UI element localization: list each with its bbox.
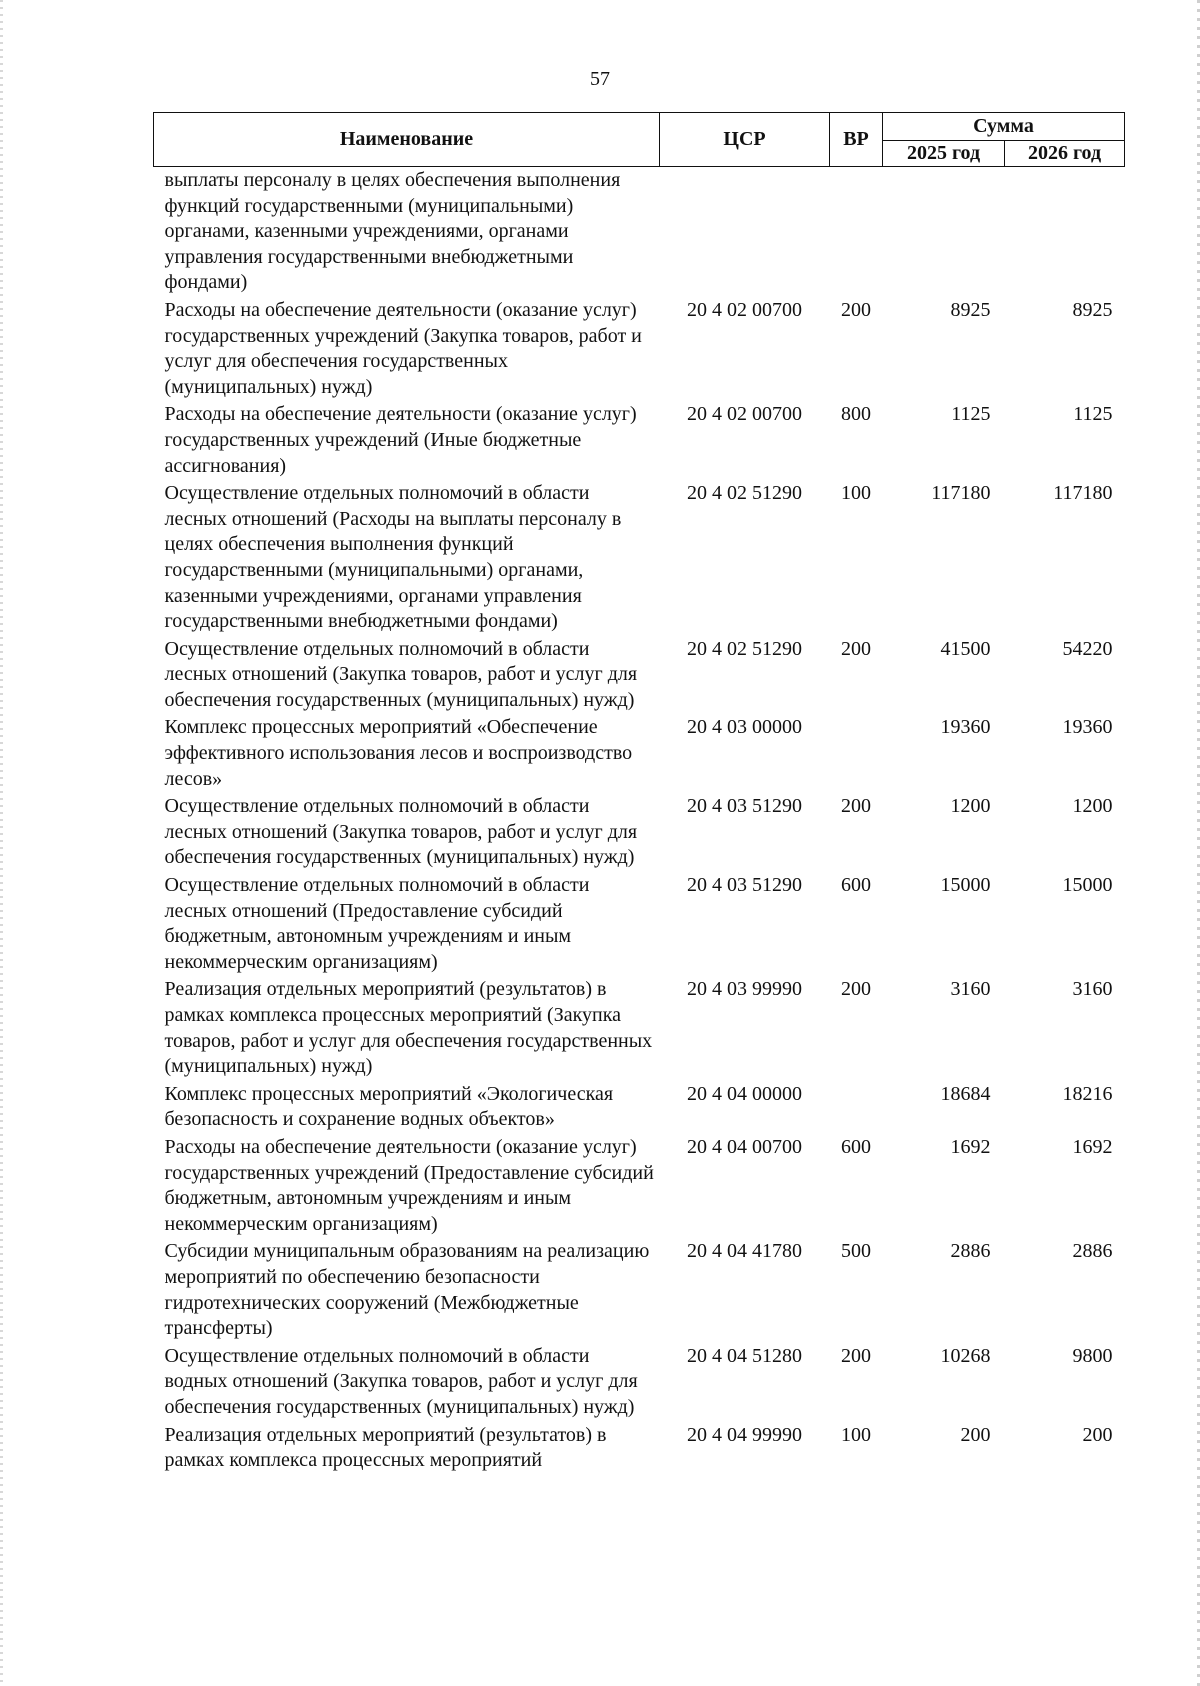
row-vr-cell: 800 [841,403,871,426]
row-csr-cell: 20 4 03 51290 [687,795,802,818]
row-name-cell: Субсидии муниципальным образованиям на реализацию мероприятий по обеспечению безопасности гидротехнических сооружений (Межбюджетные трансферты) [164,1240,650,1340]
table-row [154,1422,1125,1475]
row-vr-cell: 200 [841,795,871,818]
row-sum-2025-cell: 19360 [940,716,991,739]
row-name-cell: Расходы на обеспечение деятельности (оказание услуг) государственных учреждений (Закупка товаров, работ и услуг для обеспечения государственных (муниципальных) нужд) [164,298,642,398]
row-sum-2026-cell: 8925 [1072,298,1113,321]
table-row [154,1081,1125,1134]
row-sum-2025-cell: 117180 [931,482,991,505]
row-sum-2026-cell [1005,167,1125,297]
row-sum-2026-cell: 18216 [1062,1082,1113,1105]
row-name-cell: Расходы на обеспечение деятельности (оказание услуг) государственных учреждений (Иные бюджетные ассигнования) [164,403,637,477]
row-name-cell: Расходы на обеспечение деятельности (оказание услуг) государственных учреждений (Предоставление субсидий бюджетным, автономным учреждениям и иным некоммерческим организациям) [164,1135,654,1235]
row-csr-cell: 20 4 04 00000 [687,1082,802,1105]
row-sum-2025-cell: 10268 [940,1344,991,1367]
row-csr-cell [660,167,830,297]
header-csr: ЦСР [660,113,830,167]
row-name-cell: Реализация отдельных мероприятий (результатов) в рамках комплекса процессных мероприятий (Закупка товаров, работ и услуг для обеспечения государственных (муниципальных) нужд) [164,978,653,1078]
row-sum-2025-cell: 2886 [950,1240,991,1263]
row-vr-cell: 500 [841,1240,871,1263]
row-sum-2026-cell: 1200 [1072,795,1113,818]
table-row [154,401,1125,480]
row-sum-2026-cell: 19360 [1062,716,1113,739]
row-vr-cell: 200 [841,298,871,321]
row-csr-cell: 20 4 03 51290 [687,874,802,897]
row-name-cell: выплаты персоналу в целях обеспечения выполнения функций государственными (муниципальными) органами, казенными учреждениями, органами управления государственными внебюджетными фондами) [164,169,621,294]
row-name-cell: Комплекс процессных мероприятий «Обеспечение эффективного использования лесов и воспроизводство лесов» [164,716,633,790]
row-vr-cell: 200 [841,637,871,660]
header-year-2026: 2026 год [1005,141,1125,167]
table-row [154,793,1125,872]
table-row [154,636,1125,715]
row-name-cell: Осуществление отдельных полномочий в области лесных отношений (Закупка товаров, работ и услуг для обеспечения государственных (муниципальных) нужд) [164,795,638,869]
row-sum-2025-cell: 1200 [950,795,991,818]
page-number: 57 [590,68,610,90]
table-row [154,1238,1125,1342]
row-sum-2026-cell: 1692 [1072,1135,1113,1158]
row-csr-cell: 20 4 03 99990 [687,978,802,1001]
row-csr-cell: 20 4 02 00700 [687,298,802,321]
scan-edge-left [0,0,3,1686]
row-csr-cell: 20 4 02 51290 [687,637,802,660]
row-csr-cell: 20 4 04 99990 [687,1423,802,1446]
budget-table-wrapper [153,112,1124,1475]
header-sum: Сумма [883,113,1125,141]
row-sum-2026-cell: 9800 [1072,1344,1113,1367]
row-sum-2026-cell: 117180 [1053,482,1113,505]
row-name-cell: Реализация отдельных мероприятий (результатов) в рамках комплекса процессных мероприятий [164,1423,607,1472]
budget-table [153,112,1125,1475]
header-name: Наименование [154,113,660,167]
row-csr-cell: 20 4 03 00000 [687,716,802,739]
row-vr-cell: 100 [841,1423,871,1446]
row-name-cell: Комплекс процессных мероприятий «Экологическая безопасность и сохранение водных объектов» [164,1082,614,1131]
table-row [154,297,1125,401]
row-name-cell: Осуществление отдельных полномочий в области водных отношений (Закупка товаров, работ и услуг для обеспечения государственных (муниципальных) нужд) [164,1344,638,1418]
table-row [154,714,1125,793]
row-name-cell: Осуществление отдельных полномочий в области лесных отношений (Закупка товаров, работ и услуг для обеспечения государственных (муниципальных) нужд) [164,637,638,711]
table-row [154,872,1125,976]
row-sum-2026-cell: 1125 [1073,403,1113,426]
row-sum-2026-cell: 54220 [1062,637,1113,660]
header-year-2025: 2025 год [883,141,1005,167]
row-vr-cell [830,714,883,793]
row-name-cell: Осуществление отдельных полномочий в области лесных отношений (Расходы на выплаты персоналу в целях обеспечения выполнения функций государственными (муниципальными) органами, казенными учреждениями, органами управления государственными внебюджетными фондами) [164,482,622,633]
row-csr-cell: 20 4 02 51290 [687,482,802,505]
row-sum-2025-cell: 8925 [950,298,991,321]
row-csr-cell: 20 4 04 00700 [687,1135,802,1158]
row-vr-cell: 600 [841,1135,871,1158]
header-vr: ВР [830,113,883,167]
row-sum-2025-cell: 1125 [951,403,991,426]
row-sum-2026-cell: 3160 [1072,978,1113,1001]
row-sum-2026-cell: 200 [1082,1423,1113,1446]
row-vr-cell: 600 [841,874,871,897]
row-vr-cell: 200 [841,1344,871,1367]
row-sum-2025-cell: 15000 [940,874,991,897]
row-vr-cell [830,167,883,297]
row-sum-2025-cell: 18684 [940,1082,991,1105]
row-csr-cell: 20 4 02 00700 [687,403,802,426]
table-row [154,1134,1125,1238]
table-row [154,167,1125,297]
row-csr-cell: 20 4 04 41780 [687,1240,802,1263]
row-vr-cell: 200 [841,978,871,1001]
row-sum-2025-cell: 3160 [950,978,991,1001]
row-sum-2026-cell: 15000 [1062,874,1113,897]
row-name-cell: Осуществление отдельных полномочий в области лесных отношений (Предоставление субсидий бюджетным, автономным учреждениям и иным некоммерческим организациям) [164,874,590,973]
row-sum-2025-cell: 200 [960,1423,991,1446]
table-header [154,113,1125,167]
row-sum-2025-cell: 41500 [940,637,991,660]
row-sum-2026-cell: 2886 [1072,1240,1113,1263]
row-vr-cell: 100 [841,482,871,505]
table-row [154,976,1125,1080]
row-vr-cell [830,1081,883,1134]
row-sum-2025-cell [883,167,1005,297]
row-sum-2025-cell: 1692 [950,1135,991,1158]
table-row [154,1343,1125,1422]
row-csr-cell: 20 4 04 51280 [687,1344,802,1367]
table-row [154,480,1125,636]
table-body [154,167,1125,1475]
